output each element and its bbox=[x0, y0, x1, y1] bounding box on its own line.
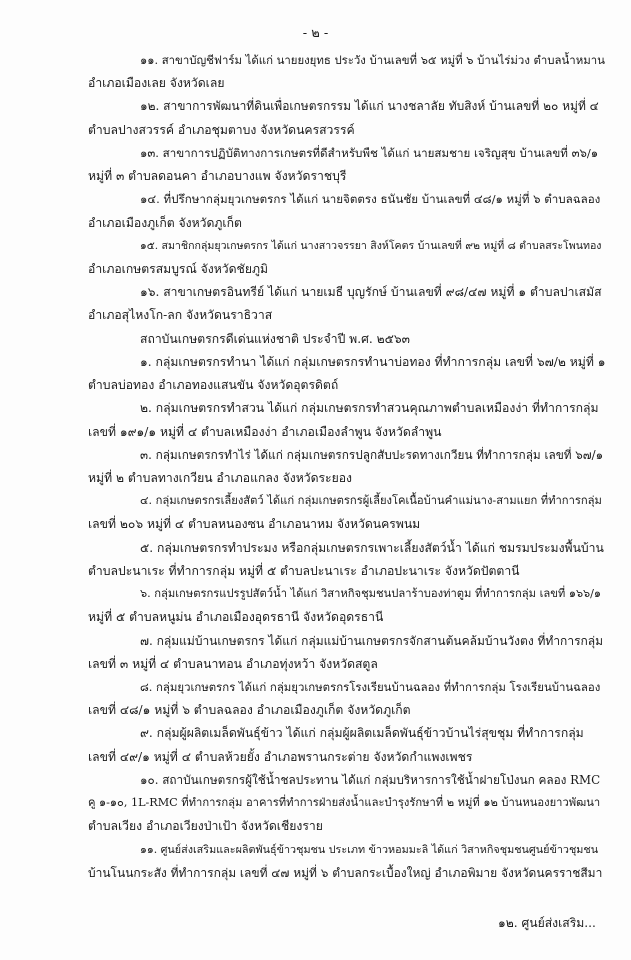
group-2-orchard: ๒. กลุ่มเกษตรกรทำสวน ได้แก่ กลุ่มเกษตรกรทำสวนคุณภาพตำบลเหมืองง่า ที่ทำการกลุ่ม bbox=[140, 401, 599, 415]
section-heading-institutions: สถาบันเกษตรกรดีเด่นแห่งชาติ ประจำปี พ.ศ. ๒๕๖๓ bbox=[140, 332, 410, 346]
item-11-address: อำเภอเมืองเลย จังหวัดเลย bbox=[88, 76, 225, 90]
item-16-address: อำเภอสุไหงโก-ลก จังหวัดนราธิวาส bbox=[88, 308, 273, 322]
group-3-field-crop: ๓. กลุ่มเกษตรกรทำไร่ ได้แก่ กลุ่มเกษตรกรปลูกสับปะรดทางเกวียน ที่ทำการกลุ่ม เลขที่ ๖๗/๑ bbox=[140, 448, 604, 462]
group-10-address-line-2: ตำบลเวียง อำเภอเวียงป่าเป้า จังหวัดเชียงราย bbox=[88, 819, 323, 833]
group-9-rice-seed: ๙. กลุ่มผู้ผลิตเมล็ดพันธุ์ข้าว ได้แก่ กลุ่มผู้ผลิตเมล็ดพันธุ์ข้าวบ้านไร่สุขชุม ที่ทำการกลุ่ม bbox=[140, 726, 584, 740]
group-6-address: หมู่ที่ ๕ ตำบลหนูม่น อำเภอเมืองอุดรธานี จังหวัดอุดรธานี bbox=[88, 610, 384, 624]
group-8-youth-farmers: ๘. กลุ่มยุวเกษตรกร ได้แก่ กลุ่มยุวเกษตรกรโรงเรียนบ้านฉลอง ที่ทำการกลุ่ม โรงเรียนบ้านฉลอง bbox=[140, 680, 601, 694]
item-16-organic-farming: ๑๖. สาขาเกษตรอินทรีย์ ได้แก่ นายเมธี บุญรักษ์ บ้านเลขที่ ๙๘/๔๗ หมู่ที่ ๑ ตำบลปาเสมัส bbox=[140, 285, 602, 299]
group-2-address: เลขที่ ๑๙๑/๑ หมู่ที่ ๔ ตำบลเหมืองง่า อำเภอเมืองลำพูน จังหวัดลำพูน bbox=[88, 425, 442, 439]
item-14-address: อำเภอเมืองภูเก็ต จังหวัดภูเก็ต bbox=[88, 216, 242, 230]
group-5-fishery: ๕. กลุ่มเกษตรกรทำประมง หรือกลุ่มเกษตรกรเพาะเลี้ยงสัตว์น้ำ ได้แก่ ชมรมประมงพื้นบ้าน bbox=[140, 541, 604, 555]
group-10-address-line-1: คู ๑-๑๐, 1L-RMC ที่ทำการกลุ่ม อาคารที่ทำการฝ่ายส่งน้ำและบำรุงรักษาที่ ๒ หมู่ที่ ๑๒ บ้านหนองยาวพัฒนา bbox=[88, 796, 601, 809]
group-8-address: เลขที่ ๔๘/๑ หมู่ที่ ๖ ตำบลฉลอง อำเภอเมืองภูเก็ต จังหวัดภูเก็ต bbox=[88, 703, 411, 717]
group-3-address: หมู่ที่ ๒ ตำบลทางเกวียน อำเภอแกลง จังหวัดระยอง bbox=[88, 471, 353, 485]
group-4-address: เลขที่ ๒๐๖ หมู่ที่ ๔ ตำบลหนองซน อำเภอนาหม จังหวัดนครพนม bbox=[88, 517, 421, 531]
item-15-youth-member: ๑๕. สมาชิกกลุ่มยุวเกษตรกร ได้แก่ นางสาวจรรยา สิงห์โคตร บ้านเลขที่ ๙๒ หมู่ที่ ๘ ตำบลสระโพนทอง bbox=[140, 240, 602, 252]
item-12-address: ตำบลปางสวรรค์ อำเภอชุมตาบง จังหวัดนครสวรรค์ bbox=[88, 123, 355, 137]
group-11-address: บ้านโนนกระสัง ที่ทำการกลุ่ม เลขที่ ๔๗ หมู่ที่ ๖ ตำบลกระเบื้องใหญ่ อำเภอพิมาย จังหวัดนครราชสีมา bbox=[88, 866, 603, 880]
group-7-address: เลขที่ ๓ หมู่ที่ ๔ ตำบลนาทอน อำเภอทุ่งหว้า จังหวัดสตูล bbox=[88, 657, 378, 671]
item-12-land-development: ๑๒. สาขาการพัฒนาที่ดินเพื่อเกษตรกรรม ได้แก่ นางชลาลัย ทับสิงห์ บ้านเลขที่ ๒๐ หมู่ที่ ๔ bbox=[140, 99, 599, 113]
item-11-farm-accounting: ๑๑. สาขาบัญชีฟาร์ม ได้แก่ นายยงยุทธ ประวัง บ้านเลขที่ ๖๕ หมู่ที่ ๖ บ้านไร่ม่วง ตำบลน้ำหมาน bbox=[140, 53, 605, 67]
group-11-rice-seed-center: ๑๑. ศูนย์ส่งเสริมและผลิตพันธุ์ข้าวชุมชน ประเภท ข้าวหอมมะลิ ได้แก่ วิสาหกิจชุมชนศูนย์ข้าวชุมชน bbox=[140, 843, 599, 856]
item-13-address: หมู่ที่ ๓ ตำบลดอนคา อำเภอบางแพ จังหวัดราชบุรี bbox=[88, 169, 347, 183]
continued-next-page: ๑๒. ศูนย์ส่งเสริม... bbox=[498, 916, 596, 930]
group-1-address: ตำบลบ่อทอง อำเภอทองแสนขัน จังหวัดอุตรดิตถ์ bbox=[88, 378, 339, 392]
group-10-irrigation-users: ๑๐. สถาบันเกษตรกรผู้ใช้น้ำชลประทาน ได้แก่ กลุ่มบริหารการใช้น้ำฝายโป่งนก คลอง RMC bbox=[140, 773, 601, 787]
group-5-address: ตำบลปะนาเระ ที่ทำการกลุ่ม หมู่ที่ ๕ ตำบลปะนาเระ อำเภอปะนาเระ จังหวัดปัตตานี bbox=[88, 564, 520, 578]
group-7-housewives: ๗. กลุ่มแม่บ้านเกษตรกร ได้แก่ กลุ่มแม่บ้านเกษตรกรจักสานต้นคล้มบ้านวังตง ที่ทำการกลุ่ม bbox=[140, 634, 604, 648]
item-14-youth-advisor: ๑๔. ที่ปรึกษากลุ่มยุวเกษตรกร ได้แก่ นายจิตตรง ธนันชัย บ้านเลขที่ ๔๘/๑ หมู่ที่ ๖ ตำบลฉลอง bbox=[140, 192, 601, 206]
group-4-livestock: ๔. กลุ่มเกษตรกรเลี้ยงสัตว์ ได้แก่ กลุ่มเกษตรกรผู้เลี้ยงโคเนื้อบ้านคำแม่นาง-สามแยก ที่ทำการกลุ่ม bbox=[140, 494, 602, 507]
item-13-good-agricultural-practice: ๑๓. สาขาการปฏิบัติทางการเกษตรที่ดีสำหรับพืช ได้แก่ นายสมชาย เจริญสุข บ้านเลขที่ ๓๖/๑ bbox=[140, 146, 599, 160]
group-1-rice-farming: ๑. กลุ่มเกษตรกรทำนา ได้แก่ กลุ่มเกษตรกรทำนาบ่อทอง ที่ทำการกลุ่ม เลขที่ ๖๗/๒ หมู่ที่ ๑ bbox=[140, 355, 606, 369]
item-15-address: อำเภอเกษตรสมบูรณ์ จังหวัดชัยภูมิ bbox=[88, 262, 269, 276]
group-6-aquatic-processing: ๖. กลุ่มเกษตรกรแปรรูปสัตว์น้ำ ได้แก่ วิสาหกิจชุมชนปลาร้าบองท่าตูม ที่ทำการกลุ่ม เลขที่ ๑๖๖/๑ bbox=[140, 587, 602, 600]
group-9-address: เลขที่ ๔๙/๑ หมู่ที่ ๔ ตำบลห้วยยั้ง อำเภอพรานกระต่าย จังหวัดกำแพงเพชร bbox=[88, 750, 473, 764]
page-number: - ๒ - bbox=[302, 26, 329, 41]
